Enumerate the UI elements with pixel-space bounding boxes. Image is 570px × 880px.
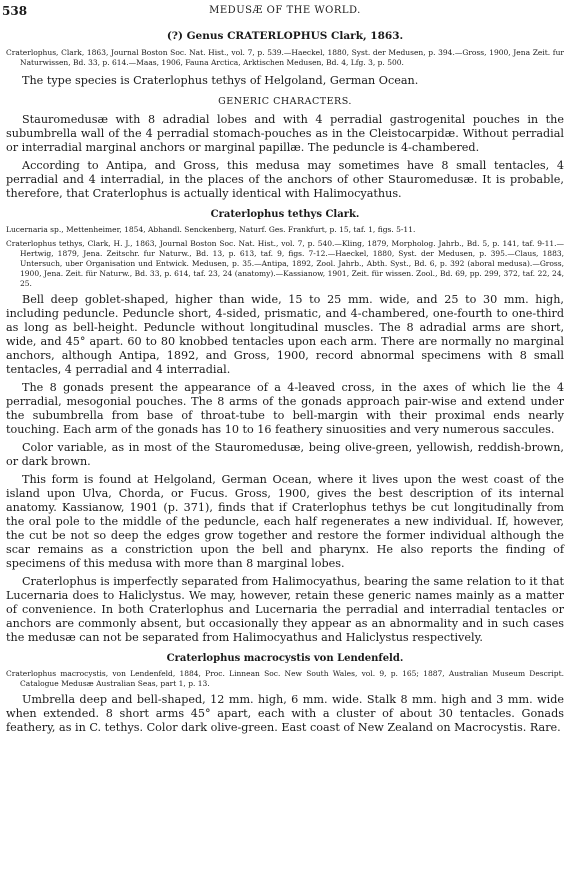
generic-paragraph-1: Stauromedusæ with 8 adradial lobes and with 4 perradial gastrogenital pouches in the subumbrella wall of the 4 perradial stomach-pouches as in the Cleistocarpidæ. Without perradial or interradial marginal anchors or marginal papillæ. The peduncle is 4-chambered.	[6, 113, 564, 154]
genus-heading: (?) Genus CRATERLOPHUS Clark, 1863.	[166, 30, 404, 42]
text-column	[6, 30, 564, 739]
page-number: 538	[2, 4, 28, 18]
tethys-paragraph-5: Craterlophus is imperfectly separated from Halimocyathus, bearing the same relation to it that Lucernaria does to Haliclystus. We may, however, retain these generic names mainly as a matter of convenience. In both Craterlophus and Lucernaria the perradial and interradial tentacles or anchors are commonly absent, but occasionally they appear as an abnormality and in such cases the medusæ can not be separated from Halimocyathus and Haliclystus respectively.	[6, 575, 564, 644]
type-species-paragraph: The type species is Craterlophus tethys of Helgoland, German Ocean.	[22, 74, 419, 87]
page-header	[0, 4, 570, 18]
macrocystis-heading: Craterlophus macrocystis von Lendenfeld.	[166, 653, 404, 664]
tethys-paragraph-1: Bell deep goblet-shaped, higher than wide, 15 to 25 mm. wide, and 25 to 30 mm. high, including peduncle. Peduncle short, 4-sided, prismatic, and 4-chambered, one-fourth to one-third as long as bell-height. Peduncle without longitudinal muscles. The 8 adradial arms are short, wide, and 45° apart. 60 to 80 knobbed tentacles upon each arm. There are normally no marginal anchors, although Antipa, 1892, and Gross, 1900, record abnormal specimens with 8 small tentacles, 4 perradial and 4 interradial.	[6, 293, 564, 376]
tethys-paragraph-4: This form is found at Helgoland, German Ocean, where it lives upon the west coast of the island upon Ulva, Chorda, or Fucus. Gross, 1900, gives the best description of its internal anatomy. Kassianow, 1901 (p. 371), finds that if Craterlophus tethys be cut longitudinally from the oral pole to the middle of the peduncle, each half regenerates a new individual. If, however, the cut be not so deep the edges grow together and restore the former individual although the scar remains as a constriction upon the bell and pharynx. He also reports the finding of specimens of this medusa with more than 8 marginal lobes.	[6, 473, 564, 570]
tethys-paragraph-2: The 8 gonads present the appearance of a 4-leaved cross, in the axes of which lie the 4 perradial, mesogonial pouches. The 8 arms of the gonads approach pair-wise and extend under the subumbrella from base of throat-tube to bell-margin with their proximal ends nearly touching. Each arm of the gonads has 10 to 16 feathery sinuosities and very numerous saccules.	[6, 381, 564, 436]
tethys-citation-1: Lucernaria sp., Mettenheimer, 1854, Abhandl. Senckenberg, Naturf. Ges. Frankfurt, p. 15, taf. 1, figs. 5-11.	[6, 225, 416, 234]
running-title: MEDUSÆ OF THE WORLD.	[209, 5, 361, 16]
macrocystis-citation: Craterlophus macrocystis, von Lendenfeld, 1884, Proc. Linnean Soc. New South Wales, vol. 9, p. 165; 1887, Australian Museum Descript. Catalogue Medusæ Australian Seas, part 1, p. 13.	[6, 669, 564, 688]
genus-citation: Craterlophus, Clark, 1863, Journal Boston Soc. Nat. Hist., vol. 7, p. 539.—Haeckel, 1880, Syst. der Medusen, p. 394.—Gross, 1900, Jena Zeit. fur Naturwissen, Bd. 33, p. 614.—Maas, 1906, Fauna Arctica, Arktischen Medusen, Bd. 4, Lfg. 3, p. 500.	[6, 48, 564, 67]
macrocystis-paragraph-1: Umbrella deep and bell-shaped, 12 mm. high, 6 mm. wide. Stalk 8 mm. high and 3 mm. wide when extended. 8 short arms 45° apart, each with a cluster of about 30 tentacles. Gonads feathery, as in C. tethys. Color dark olive-green. East coast of New Zealand on Macrocystis. Rare.	[6, 693, 564, 734]
tethys-citation-2: Craterlophus tethys, Clark, H. J., 1863, Journal Boston Soc. Nat. Hist., vol. 7, p. 540.—Kling, 1879, Morpholog. Jahrb., Bd. 5, p. 141, taf. 9-11.—Hertwig, 1879, Jena. Zeitschr. fur Naturw., Bd. 13, p. 613, taf. 9, figs. 7-12.—Haeckel, 1880, Syst. der Medusen, p. 395.—Claus, 1883, Untersuch, uber Organisation und Entwick. Medusen, p. 35.—Antipa, 1892, Zool. Jahrb., Abth. Syst., Bd. 6, p. 392 (aboral medusa).—Gross, 1900, Jena. Zeit. für Naturw., Bd. 33, p. 614, taf. 23, 24 (anatomy).—Kassianow, 1901, Zeit. für wissen. Zool., Bd. 69, pp. 299, 372, taf. 22, 24, 25.	[6, 239, 564, 288]
generic-paragraph-2: According to Antipa, and Gross, this medusa may sometimes have 8 small tentacles, 4 perradial and 4 interradial, in the places of the anchors of other Stauromedusæ. It is probable, therefore, that Craterlophus is actually identical with Halimocyathus.	[6, 159, 564, 200]
tethys-paragraph-3: Color variable, as in most of the Stauromedusæ, being olive-green, yellowish, reddish-brown, or dark brown.	[6, 441, 564, 468]
generic-characters-heading: GENERIC CHARACTERS.	[218, 96, 352, 107]
tethys-heading: Craterlophus tethys Clark.	[210, 209, 360, 220]
